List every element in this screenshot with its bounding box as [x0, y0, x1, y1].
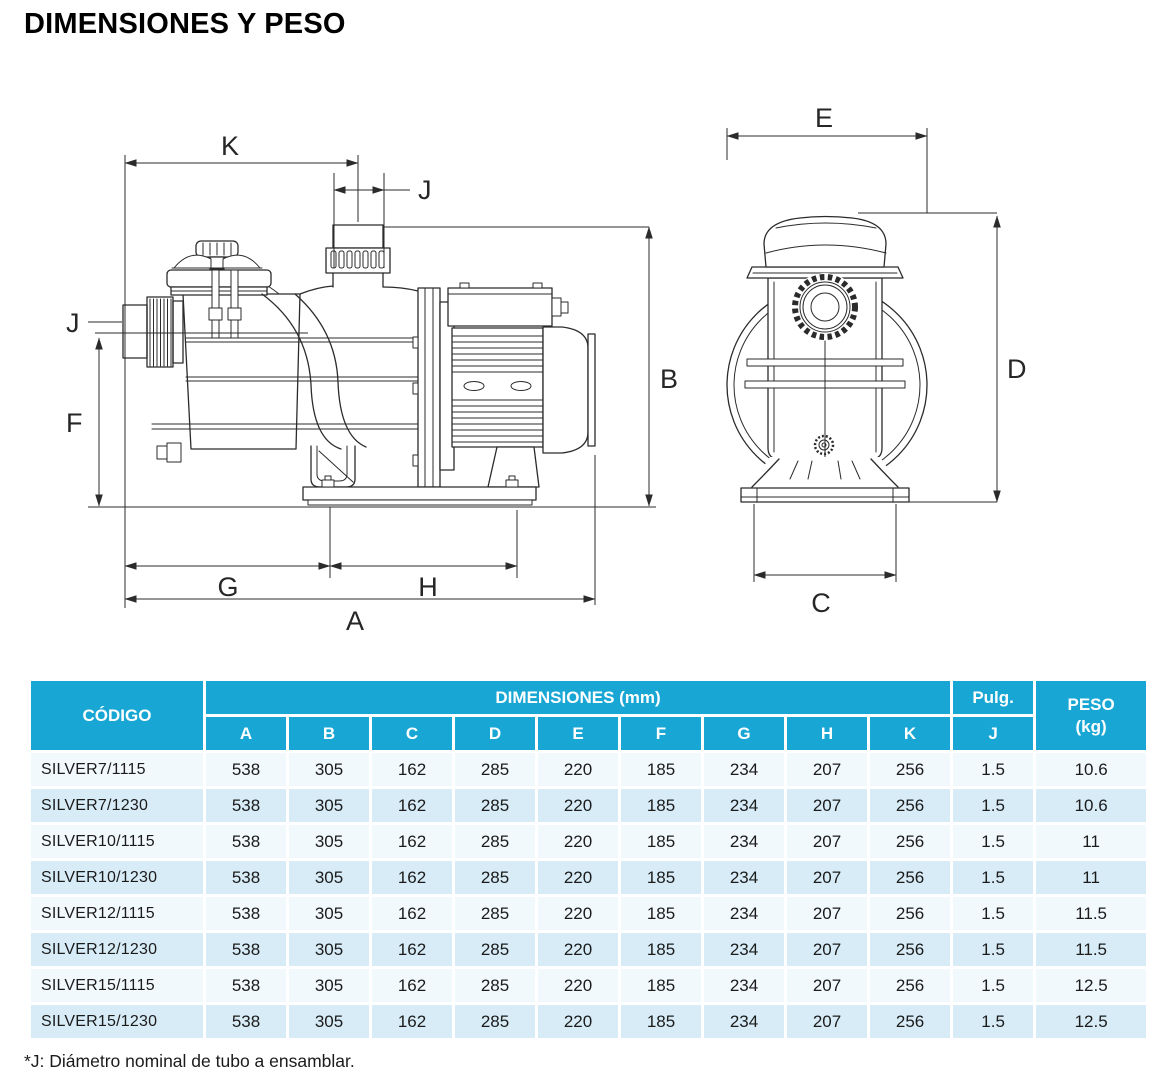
cell-value: 256	[870, 897, 950, 930]
cell-value: 12.5	[1036, 969, 1146, 1002]
dim-label-j-top: J	[418, 175, 432, 205]
col-header-g: G	[704, 717, 784, 750]
cell-value: 12.5	[1036, 1005, 1146, 1038]
cell-value: 256	[870, 861, 950, 894]
cell-value: 162	[372, 1005, 452, 1038]
dim-label-h: H	[418, 572, 438, 602]
cell-value: 11.5	[1036, 933, 1146, 966]
cell-value: 538	[206, 861, 286, 894]
cell-value: 220	[538, 969, 618, 1002]
row-code: SILVER10/1230	[31, 861, 203, 894]
row-code: SILVER15/1115	[31, 969, 203, 1002]
table-row	[31, 933, 1146, 966]
cell-value: 305	[289, 1005, 369, 1038]
cell-value: 1.5	[953, 933, 1033, 966]
cell-value: 11	[1036, 825, 1146, 858]
cell-value: 1.5	[953, 753, 1033, 786]
dim-label-b: B	[660, 364, 679, 394]
table-row	[31, 753, 1146, 786]
cell-value: 10.6	[1036, 753, 1146, 786]
cell-value: 185	[621, 753, 701, 786]
cell-value: 185	[621, 789, 701, 822]
cell-value: 11	[1036, 861, 1146, 894]
cell-value: 207	[787, 969, 867, 1002]
dim-label-c: C	[811, 588, 831, 618]
cell-value: 234	[704, 1005, 784, 1038]
cell-value: 285	[455, 1005, 535, 1038]
cell-value: 207	[787, 933, 867, 966]
cell-value: 1.5	[953, 969, 1033, 1002]
col-group-pulg: Pulg.	[953, 681, 1033, 714]
table-row	[31, 861, 1146, 894]
cell-value: 285	[455, 933, 535, 966]
dim-label-f: F	[66, 408, 83, 438]
row-code: SILVER15/1230	[31, 1005, 203, 1038]
cell-value: 162	[372, 825, 452, 858]
cell-value: 305	[289, 861, 369, 894]
cell-value: 207	[787, 1005, 867, 1038]
peso-label-line1: PESO	[1067, 695, 1115, 715]
cell-value: 185	[621, 861, 701, 894]
cell-value: 207	[787, 753, 867, 786]
cell-value: 305	[289, 933, 369, 966]
cell-value: 234	[704, 825, 784, 858]
side-view-drawing	[66, 131, 678, 636]
dimensions-table	[28, 678, 1149, 1041]
cell-value: 207	[787, 789, 867, 822]
row-code: SILVER7/1230	[31, 789, 203, 822]
cell-value: 256	[870, 933, 950, 966]
cell-value: 220	[538, 861, 618, 894]
col-header-k: K	[870, 717, 950, 750]
table-row	[31, 825, 1146, 858]
cell-value: 162	[372, 969, 452, 1002]
col-header-a: A	[206, 717, 286, 750]
cell-value: 538	[206, 825, 286, 858]
dim-label-j-left: J	[66, 308, 80, 338]
cell-value: 234	[704, 933, 784, 966]
dim-label-d: D	[1007, 354, 1027, 384]
cell-value: 1.5	[953, 825, 1033, 858]
col-header-c: C	[372, 717, 452, 750]
row-code: SILVER7/1115	[31, 753, 203, 786]
cell-value: 285	[455, 897, 535, 930]
cell-value: 1.5	[953, 789, 1033, 822]
cell-value: 220	[538, 753, 618, 786]
cell-value: 220	[538, 825, 618, 858]
col-header-peso	[1036, 681, 1146, 750]
dim-label-a: A	[345, 606, 365, 636]
dim-label-e: E	[814, 103, 834, 133]
peso-label-line2: (kg)	[1075, 716, 1107, 736]
cell-value: 162	[372, 933, 452, 966]
cell-value: 305	[289, 825, 369, 858]
col-header-j: J	[953, 717, 1033, 750]
table-row	[31, 1005, 1146, 1038]
cell-value: 285	[455, 861, 535, 894]
cell-value: 538	[206, 969, 286, 1002]
cell-value: 220	[538, 933, 618, 966]
row-code: SILVER10/1115	[31, 825, 203, 858]
cell-value: 162	[372, 861, 452, 894]
cell-value: 256	[870, 753, 950, 786]
table-row	[31, 969, 1146, 1002]
cell-value: 220	[538, 789, 618, 822]
cell-value: 538	[206, 897, 286, 930]
cell-value: 256	[870, 1005, 950, 1038]
cell-value: 162	[372, 753, 452, 786]
cell-value: 538	[206, 1005, 286, 1038]
cell-value: 1.5	[953, 1005, 1033, 1038]
cell-value: 1.5	[953, 897, 1033, 930]
cell-value: 234	[704, 861, 784, 894]
cell-value: 11.5	[1036, 897, 1146, 930]
cell-value: 185	[621, 825, 701, 858]
cell-value: 285	[455, 825, 535, 858]
cell-value: 185	[621, 897, 701, 930]
cell-value: 305	[289, 789, 369, 822]
cell-value: 162	[372, 789, 452, 822]
col-header-h: H	[787, 717, 867, 750]
cell-value: 285	[455, 969, 535, 1002]
dim-label-g: G	[217, 572, 239, 602]
page-title: DIMENSIONES Y PESO	[24, 8, 346, 40]
col-header-b: B	[289, 717, 369, 750]
dimensions-table-container	[28, 678, 1146, 1041]
cell-value: 207	[787, 897, 867, 930]
cell-value: 305	[289, 897, 369, 930]
col-header-f: F	[621, 717, 701, 750]
cell-value: 220	[538, 1005, 618, 1038]
cell-value: 256	[870, 969, 950, 1002]
cell-value: 285	[455, 753, 535, 786]
col-header-e: E	[538, 717, 618, 750]
cell-value: 185	[621, 933, 701, 966]
cell-value: 1.5	[953, 861, 1033, 894]
cell-value: 185	[621, 969, 701, 1002]
front-view-drawing	[727, 103, 1027, 618]
table-body	[31, 753, 1146, 1038]
col-group-dimensiones: DIMENSIONES (mm)	[206, 681, 950, 714]
cell-value: 234	[704, 789, 784, 822]
col-header-d: D	[455, 717, 535, 750]
cell-value: 538	[206, 789, 286, 822]
cell-value: 256	[870, 789, 950, 822]
dim-label-k: K	[220, 131, 240, 161]
cell-value: 207	[787, 825, 867, 858]
cell-value: 220	[538, 897, 618, 930]
cell-value: 234	[704, 753, 784, 786]
cell-value: 234	[704, 969, 784, 1002]
cell-value: 234	[704, 897, 784, 930]
cell-value: 207	[787, 861, 867, 894]
cell-value: 162	[372, 897, 452, 930]
table-row	[31, 897, 1146, 930]
table-row	[31, 789, 1146, 822]
row-code: SILVER12/1115	[31, 897, 203, 930]
cell-value: 256	[870, 825, 950, 858]
cell-value: 185	[621, 1005, 701, 1038]
row-code: SILVER12/1230	[31, 933, 203, 966]
cell-value: 305	[289, 753, 369, 786]
cell-value: 285	[455, 789, 535, 822]
cell-value: 538	[206, 933, 286, 966]
footnote: *J: Diámetro nominal de tubo a ensamblar.	[24, 1051, 355, 1071]
cell-value: 10.6	[1036, 789, 1146, 822]
cell-value: 538	[206, 753, 286, 786]
cell-value: 305	[289, 969, 369, 1002]
col-header-codigo: CÓDIGO	[31, 681, 203, 750]
